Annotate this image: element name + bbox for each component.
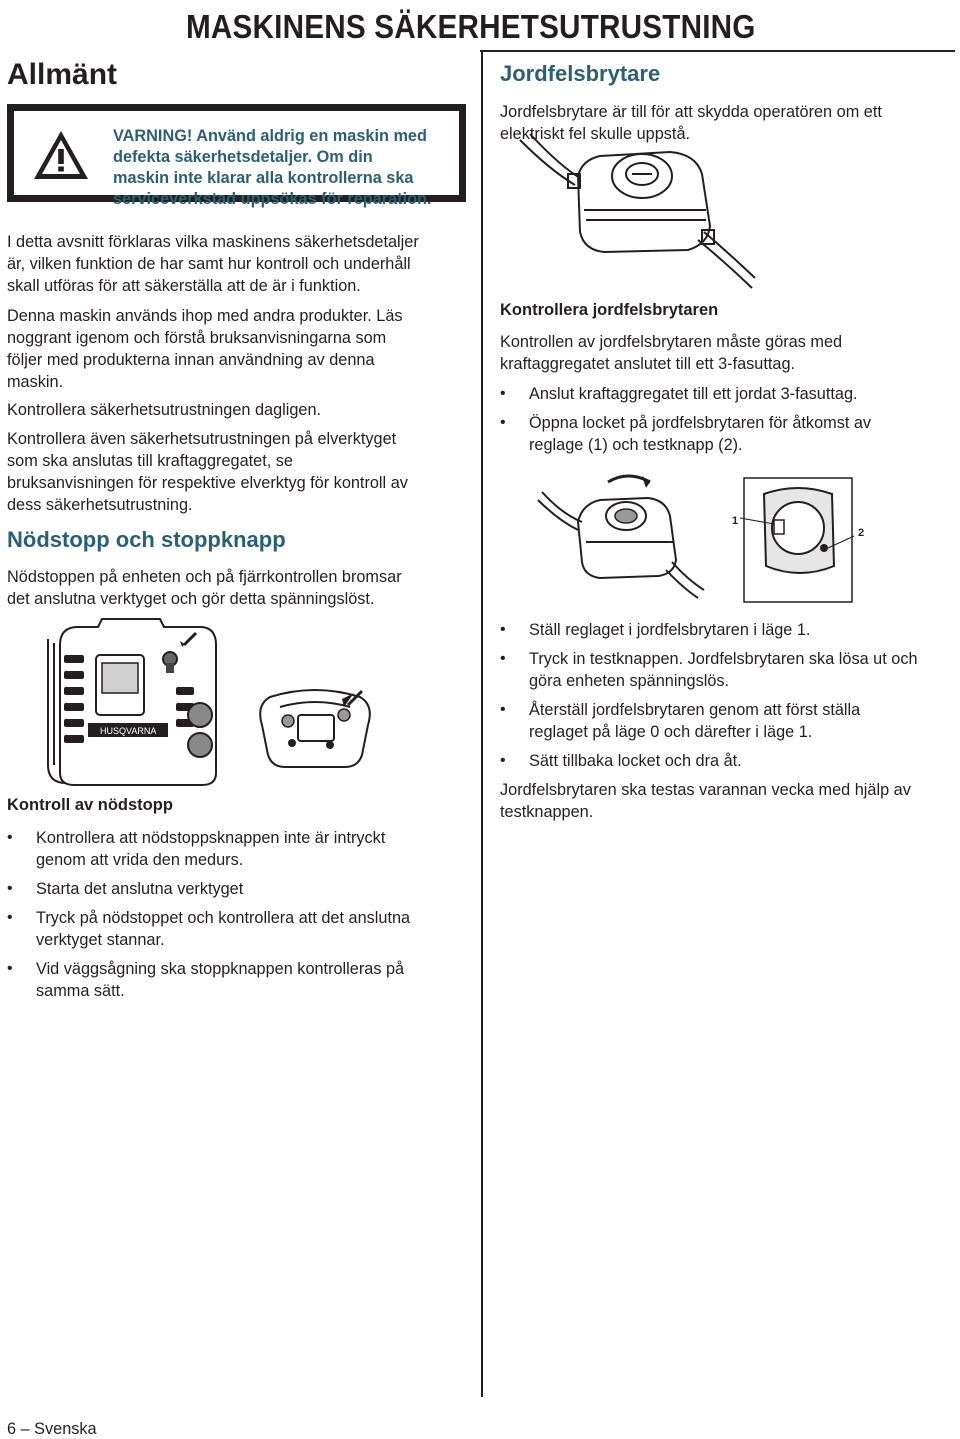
callout-1: 1	[732, 515, 739, 527]
text-line: Nödstoppen på enheten och på fjärrkontrollen bromsar	[7, 568, 402, 586]
rcd-open-lid-illustration	[538, 470, 878, 610]
callout-2: 2	[858, 527, 865, 539]
intro-paragraph-2	[7, 305, 477, 393]
column-divider	[481, 52, 483, 1397]
text-line: • Kontrollera att nödstoppsknappen inte är intryckt	[36, 829, 386, 847]
list-item	[500, 699, 958, 743]
warning-triangle-icon	[32, 129, 90, 181]
page-footer: 6 – Svenska	[7, 1420, 97, 1438]
text-line: I detta avsnitt förklaras vilka maskinens säkerhetsdetaljer	[7, 233, 419, 251]
text-line: • Sätt tillbaka locket och dra åt.	[529, 752, 742, 770]
text-line: • Ställ reglaget i jordfelsbrytaren i läge 1.	[529, 621, 811, 639]
text-line: Jordfelsbrytaren ska testas varannan vecka med hjälp av	[500, 781, 911, 799]
warning-text	[113, 126, 468, 210]
warning-box	[7, 104, 466, 208]
text-line: bruksanvisningen för respektive elverktyg för kontroll av	[7, 474, 408, 492]
text-line: är, vilken funktion de har samt hur kontroll och underhåll	[7, 255, 411, 273]
list-item	[500, 750, 958, 772]
section-heading-nodstopp: Nödstopp och stoppknapp	[7, 527, 286, 552]
list-item	[500, 648, 958, 692]
warning-line: serviceverkstad uppsökas för reparation.	[113, 190, 432, 208]
intro-paragraph-3	[7, 399, 477, 421]
text-line: reglaget på läge 0 och därefter i läge 1.	[529, 723, 813, 741]
warning-line: defekta säkerhetsdetaljer. Om din	[113, 148, 373, 166]
header-rule	[480, 50, 955, 52]
list-item	[7, 827, 477, 871]
text-line: • Starta det anslutna verktyget	[36, 880, 244, 898]
closing-paragraph	[500, 779, 958, 823]
rcd-breaker-illustration	[520, 140, 755, 290]
text-line: testknappen.	[500, 803, 594, 821]
text-line: reglage (1) och testknapp (2).	[529, 436, 743, 454]
jordfels-intro	[500, 101, 955, 145]
svg-text:HUSQVARNA: HUSQVARNA	[100, 726, 157, 736]
text-line: Jordfelsbrytare är till för att skydda operatören om ett	[500, 103, 882, 121]
text-line: maskin.	[7, 373, 64, 391]
kontrollera-paragraph	[500, 331, 955, 375]
text-line: som ska anslutas till kraftaggregatet, se	[7, 452, 293, 470]
list-item	[7, 907, 477, 951]
text-line: • Tryck in testknappen. Jordfelsbrytaren ska lösa ut och	[529, 650, 918, 668]
text-line: • Öppna locket på jordfelsbrytaren för åtkomst av	[529, 414, 872, 432]
text-line: Kontrollera säkerhetsutrustningen dagligen.	[7, 401, 322, 419]
text-line: Kontrollen av jordfelsbrytaren måste göras med	[500, 333, 843, 351]
text-line: • Anslut kraftaggregatet till ett jordat 3-fasuttag.	[529, 385, 858, 403]
jordfels-bullet-list-2	[500, 619, 958, 779]
text-line: Denna maskin används ihop med andra produkter. Läs	[7, 307, 403, 325]
text-line: göra enheten spänningslös.	[529, 672, 730, 690]
subheading-kontroll-av-nodstopp: Kontroll av nödstopp	[7, 796, 173, 814]
text-line: följer med produkterna innan användning av denna	[7, 351, 375, 369]
section-heading-allmant: Allmänt	[7, 58, 118, 91]
text-line: kraftaggregatet anslutet till ett 3-fasuttag.	[500, 355, 796, 373]
text-line: • Tryck på nödstoppet och kontrollera att det anslutna	[36, 909, 411, 927]
kontroll-bullet-list	[7, 827, 477, 1009]
text-line: Kontrollera även säkerhetsutrustningen på elverktyget	[7, 430, 397, 448]
intro-paragraph-1	[7, 231, 477, 297]
text-line: elektriskt fel skulle uppstå.	[500, 125, 691, 143]
remote-control-illustration	[250, 685, 380, 770]
text-line: skall utföras för att säkerställa att de är i funktion.	[7, 277, 361, 295]
text-line: noggrant igenom och förstå bruksanvisningarna som	[7, 329, 387, 347]
list-item	[7, 958, 477, 1002]
text-line: • Återställ jordfelsbrytaren genom att först ställa	[529, 701, 861, 719]
text-line: samma sätt.	[36, 982, 125, 1000]
list-item	[500, 619, 958, 641]
nodstopp-paragraph	[7, 566, 477, 610]
text-line: dess säkerhetsutrustning.	[7, 496, 193, 514]
power-unit-illustration	[40, 615, 230, 790]
list-item	[7, 878, 477, 900]
list-item	[500, 412, 958, 456]
warning-line: maskin inte klarar alla kontrollerna ska	[113, 169, 414, 187]
page-header-title: MASKINENS SÄKERHETSUTRUSTNING	[186, 8, 756, 45]
text-line: • Vid väggsågning ska stoppknappen kontrolleras på	[36, 960, 405, 978]
section-heading-jordfelsbrytare: Jordfelsbrytare	[500, 61, 661, 86]
text-line: genom att vrida den medurs.	[36, 851, 244, 869]
text-line: det anslutna verktyget och gör detta spänningslöst.	[7, 590, 375, 608]
warning-line: VARNING! Använd aldrig en maskin med	[113, 127, 427, 145]
list-item	[500, 383, 958, 405]
jordfels-bullet-list-1	[500, 383, 958, 463]
intro-paragraph-4	[7, 428, 477, 516]
subheading-kontrollera-jordfelsbrytaren: Kontrollera jordfelsbrytaren	[500, 301, 719, 319]
text-line: verktyget stannar.	[36, 931, 165, 949]
